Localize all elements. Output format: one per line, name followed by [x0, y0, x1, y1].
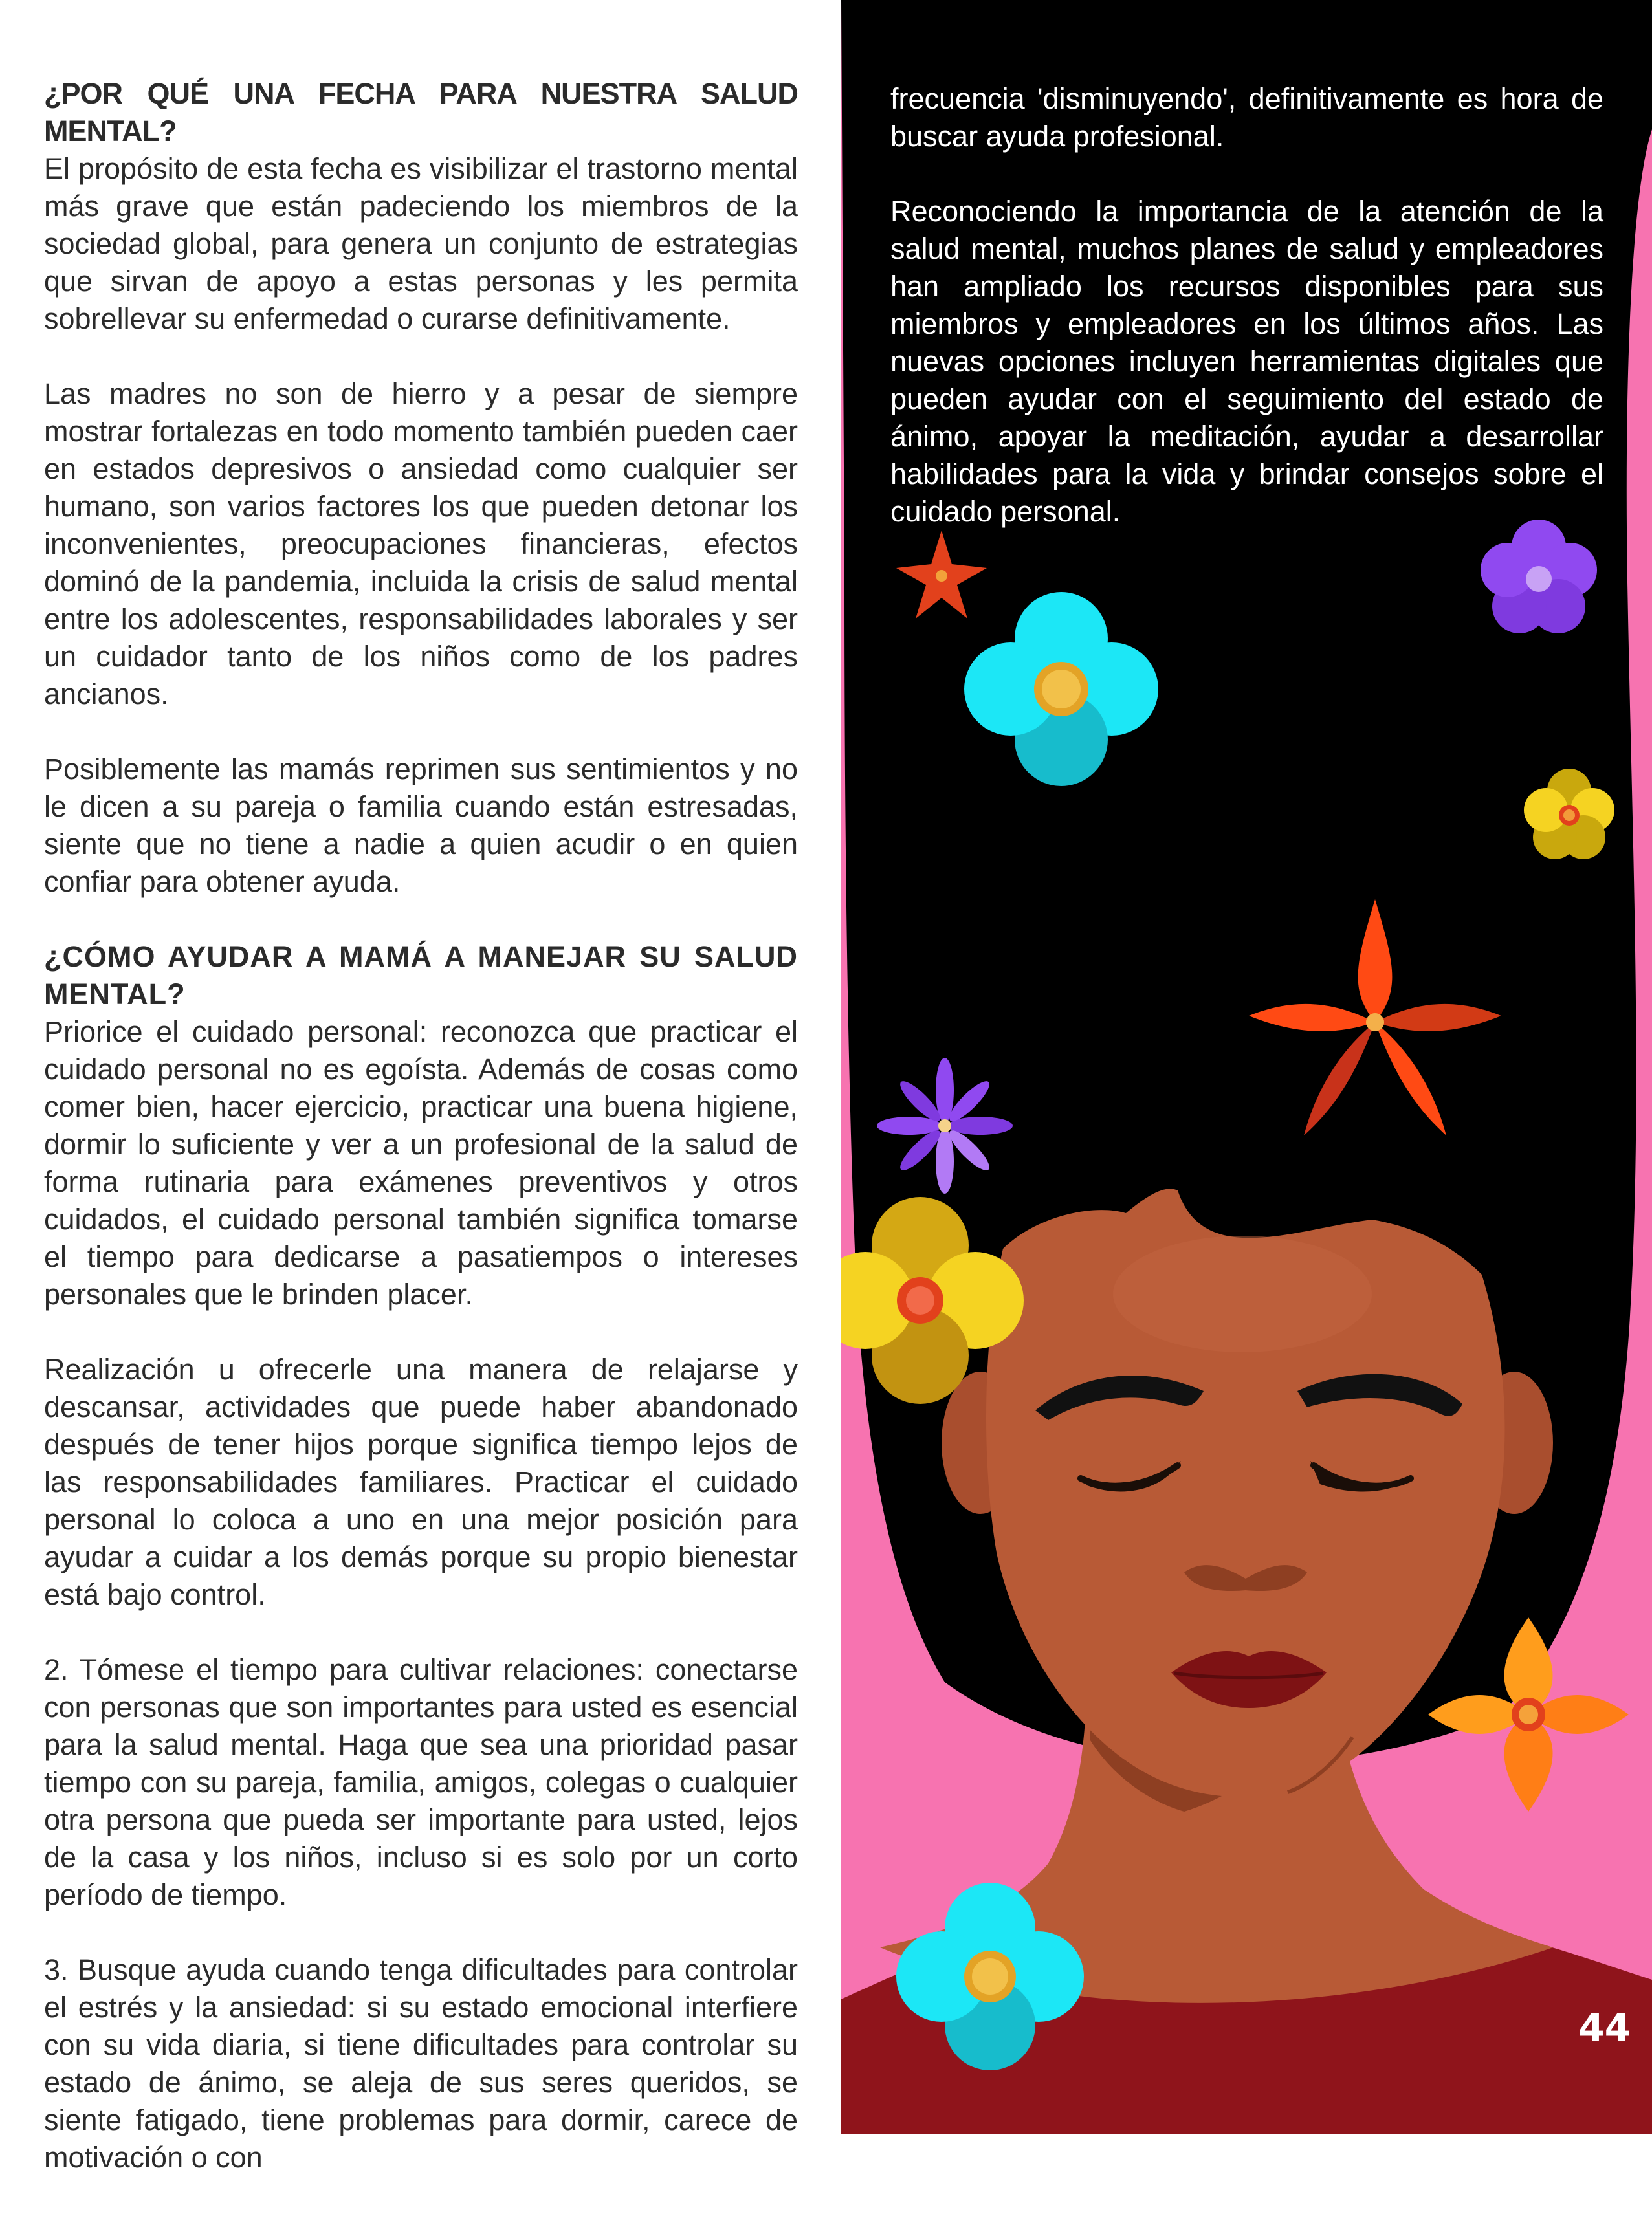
right-text-column: [890, 80, 1603, 568]
forehead-highlight: [1113, 1236, 1372, 1352]
paragraph: 3. Busque ayuda cuando tenga dificultades para controlar el estrés y la ansiedad: si su estado emocional interfiere con su vida diaria, si tiene dificultades para controlar su estado de ánimo, se aleja de sus seres queridos, se siente fatigado, tiene problemas para dormir, carece de motivación o con: [44, 1953, 798, 2174]
paragraph: Las madres no son de hierro y a pesar de siempre mostrar fortalezas en todo momento también pueden caer en estados depresivos o ansiedad como cualquier ser humano, son varios factores los que pueden detonar los inconvenientes, preocupaciones financieras, efectos dominó de la pandemia, incluida la crisis de salud mental entre los adolescentes, responsabilidades laborales y ser un cuidador tanto de los niños como de los padres ancianos.: [44, 377, 798, 710]
page-number: 44: [1578, 2006, 1631, 2050]
paragraph: 2. Tómese el tiempo para cultivar relaciones: conectarse con personas que son importantes para usted es esencial para la salud mental. Haga que sea una prioridad pasar tiempo con su pareja, familia, amigos, colegas o cualquier otra persona que pueda ser importante para usted, lejos de la casa y los niños, incluso si es solo por un corto período de tiempo.: [44, 1653, 798, 1911]
paragraph: El propósito de esta fecha es visibilizar el trastorno mental más grave que están padeciendo los miembros de la sociedad global, para genera un conjunto de estrategias que sirvan de apoyo a estas personas y les permita sobrellevar su enfermedad o curarse definitivamente.: [44, 152, 798, 335]
paragraph: Reconociendo la importancia de la atención de la salud mental, muchos planes de salud y empleadores han ampliado los recursos disponibles para sus miembros y empleadores en los últimos años. Las nuevas opciones incluyen herramientas digitales que pueden ayudar con el seguimiento del estado de ánimo, apoyar la meditación, ayudar a desarrollar habilidades para la vida y brindar consejos sobre el cuidado personal.: [890, 195, 1603, 528]
paragraph: Priorice el cuidado personal: reconozca que practicar el cuidado personal no es egoísta. Además de cosas como comer bien, hacer ejercicio, practicar una buena higiene, dormir lo suficiente y ver a un profesional de la salud de forma rutinaria para exámenes preventivos y otros cuidados, el cuidado personal también significa tomarse el tiempo para dedicarse a pasatiempos o intereses personales que le brinden placer.: [44, 1015, 798, 1311]
paragraph: Realización u ofrecerle una manera de relajarse y descansar, actividades que puede haber abandonado después de tener hijos porque significa tiempo lejos de las responsabilidades familiares. Practicar el cuidado personal lo coloca a uno en una mejor posición para ayudar a cuidar a los demás porque su propio bienestar está bajo control.: [44, 1353, 798, 1611]
paragraph: frecuencia 'disminuyendo', definitivamente es hora de buscar ayuda profesional.: [890, 82, 1603, 153]
paragraph: Posiblemente las mamás reprimen sus sentimientos y no le dicen a su pareja o familia cuando están estresadas, siente que no tiene a nadie a quien acudir o en quien confiar para obtener ayuda.: [44, 752, 798, 898]
section-heading: ¿CÓMO AYUDAR A MAMÁ A MANEJAR SU SALUD MENTAL?: [44, 940, 798, 1011]
section-heading: ¿POR QUÉ UNA FECHA PARA NUESTRA SALUD MENTAL?: [44, 77, 798, 148]
left-text-column: [44, 75, 798, 2214]
